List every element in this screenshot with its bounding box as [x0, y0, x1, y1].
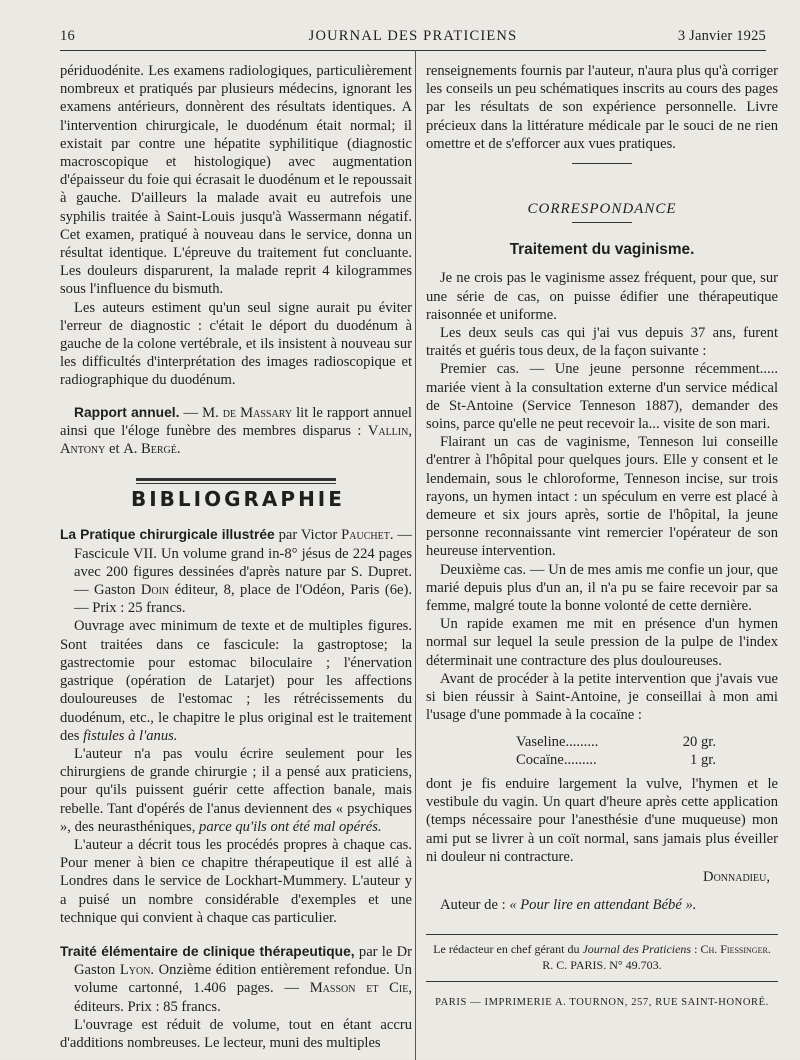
- book-entry-traite-elementaire: [60, 943, 412, 1016]
- book1-text-c: éditeur, 8, place de l'Odéon, Paris (6e). — Prix : 25 francs.: [74, 582, 412, 617]
- registry-number: R. C. PARIS. N° 49.703.: [542, 958, 662, 973]
- recipe-ingredient: Cocaïne.........: [516, 751, 597, 768]
- book-title-pratique: La Pratique chirurgicale illustrée: [60, 527, 275, 543]
- book1-review-p2-italic: parce qu'ils ont été mal opérés.: [199, 818, 382, 835]
- publisher-doin: Doin: [140, 582, 170, 599]
- book2-text-c: , éditeurs. Prix : 85 francs.: [74, 980, 413, 1015]
- author-pauchet: Pauchet.: [341, 527, 394, 544]
- book1-review-p3: L'auteur a décrit tous les procédés propres à chaque cas. Pour mener à bien ce chapitre thérapeutique il est allé à Londres dans le service de Lockhart-Mummery. L'auteur y a puisé un nombre considérable d'exemples et une technique qui convient à chaque cas particulier.: [60, 836, 412, 926]
- bibliographie-block: [131, 478, 345, 512]
- editor-journal: Journal des Praticiens: [582, 942, 692, 957]
- article-title: Traitement du vaginisme.: [509, 241, 695, 259]
- book2-review-continued: renseignements fournis par l'auteur, n'aura plus qu'à corriger les conseils un peu schématiques inscrits au cours des pages par les résultats de son expérience personnelle. Livre précieux dans la littérature médicale par le souci de ne rien omettre et de s'efforcer aux vues pratiques.: [426, 63, 778, 152]
- article-premier-cas: Premier cas. — Une jeune personne récemment..... mariée vient à la consultation externe d'un service médical de St-Antoine (Service Tenneson 1887), demander des soins, parce qu'elle ne peut recevoir la... visite de son mari.: [426, 361, 778, 433]
- article-p2: Les deux seuls cas qui j'ai vus depuis 37 ans, furent traités et guéris tous deux, de la façon suivante :: [426, 325, 778, 360]
- short-divider: [572, 163, 632, 164]
- article-deuxieme-cas: Deuxième cas. — Un de mes amis me confie un jour, que marié depuis plus d'un an, il n'a pu se faire recevoir par sa femme, malgré toute la bonne volonté de cette dernière.: [426, 561, 778, 615]
- book1-review-p1-italic: fistules à l'anus.: [83, 727, 178, 744]
- biblio-rule-top-thin: [136, 483, 336, 484]
- article-p4: Flairant un cas de vaginisme, Tenneson lui conseille d'entrer à l'hôpital pour quelques jours. Elle y consent et le lendemain, sous le chloroforme, Tenneson incise, sur trois rayons, un hymen intact : un spéculum en verre est placé à demeure et six jours après, sortie de l'hôpital, la jeune personne reconnaissante vint remercier l'opérateur de son heureuse intervention.: [426, 434, 778, 560]
- name-berge: A. Bergé.: [123, 441, 181, 458]
- book1-review-p2-text: L'auteur n'a pas voulu écrire seulement pour les chirurgiens de grande chirurgie ; il a pensé aux praticiens, pour qu'ils puissent guérir cette affection banale, mais rebelle. Tant d'opérés de l'anus deviennent des « psychiques », des neurasthéniques,: [60, 745, 412, 835]
- printer-imprint: PARIS — IMPRIMERIE A. TOURNON, 257, RUE SAINT-HONORÉ.: [435, 997, 769, 1009]
- paragraph-auteurs: Les auteurs estiment qu'un seul signe aurait pu éviter l'erreur de diagnostic : c'était le déport du duodénum à gauche de la colone vertébrale, et ils insistent à nouveau sur les difficultés d'interprétation des images radioscopique et radiographique du duodénum.: [60, 299, 412, 389]
- book2-text-b: Onzième édition entièrement refondue. Un volume cartonné, 1.406 pages. —: [74, 962, 412, 997]
- recipe-quantity: 1 gr.: [690, 751, 716, 768]
- book2-review-p1: L'ouvrage est réduit de volume, tout en étant accru d'additions nombreuses. Le lecteur, muni des multiples: [60, 1016, 412, 1051]
- paragraph-rapport-annuel: [60, 404, 412, 459]
- left-column: [60, 62, 412, 1052]
- article-p7: Avant de procéder à la petite intervention que j'avais vue si bien réussir à Saint-Antoine, je conseillai à mon ami l'usage d'une pommade à la cocaïne :: [426, 670, 778, 724]
- correspondance-underline: [572, 222, 632, 223]
- book1-review-p2: [60, 745, 412, 836]
- correspondance-heading: CORRESPONDANCE: [527, 201, 677, 218]
- footer-rule-2: [426, 981, 778, 982]
- names-vallin-antony: Vallin, Antony: [60, 422, 412, 458]
- name-de-massary: de Massary: [222, 404, 293, 421]
- recipe-row: [516, 751, 716, 769]
- journal-title: JOURNAL DES PRATICIENS: [308, 28, 518, 44]
- right-column: [426, 62, 778, 1013]
- biblio-rule-top: [136, 478, 336, 481]
- header-divider: [60, 50, 766, 51]
- editor-text-a: Le rédacteur en chef gérant du: [433, 942, 583, 957]
- editor-line: [426, 941, 778, 973]
- page-header: [60, 24, 766, 46]
- recipe-ingredient: Vaseline.........: [516, 733, 599, 750]
- column-divider: [415, 50, 416, 1060]
- author-lyon: Lyon.: [119, 962, 155, 979]
- book1-review-p1-text: Ouvrage avec minimum de texte et de multiples figures. Sont traitées dans ce fascicule: la gastroptose; la gastrectomie pour estomac biloculaire ; l'énervation gastrique (opération de Latarjet) pour les affections douloureuses de l'estomac ; les rétrécissements du duodénum, etc., le chapitre le plus original est le traitement des: [60, 618, 412, 744]
- issue-date: 3 Janvier 1925: [677, 28, 766, 44]
- rapport-text-b: lit le rapport annuel ainsi que l'éloge funèbre des membres disparus :: [60, 404, 412, 439]
- book1-text-a: par Victor: [274, 527, 342, 544]
- book-entry-pratique-chirurgicale: [60, 526, 412, 617]
- editor-name: : Ch. Fiessinger.: [691, 942, 771, 957]
- author-note-label: Auteur de :: [440, 897, 510, 914]
- rapport-text-c: et: [105, 441, 124, 458]
- book2-text-a: par le Dr Gaston: [74, 943, 413, 979]
- article-p6: Un rapide examen me mit en présence d'un hymen normal sur lequel la seule pression de la pulpe de l'index déterminait une contracture des plus douloureuses.: [426, 616, 778, 669]
- footer-rule: [426, 934, 778, 935]
- bibliographie-heading: BIBLIOGRAPHIE: [131, 487, 345, 512]
- recipe-table: [516, 733, 716, 769]
- book1-text-b: — Fascicule VII. Un volume grand in-8° jésus de 224 pages avec 200 figures dessinées d'après nature par S. Dupret. — Gaston: [74, 527, 412, 599]
- article-signature: Donnadieu,: [703, 868, 770, 885]
- publisher-masson: Masson et Cie: [309, 980, 409, 997]
- recipe-quantity: 20 gr.: [682, 733, 716, 750]
- recipe-row: [516, 733, 716, 751]
- page-number: 16: [60, 28, 75, 44]
- article-p8: dont je fis enduire largement la vulve, l'hymen et le vestibule du vagin. Un quart d'heure après cette application (temps nécessaire pour l'anesthésie d'une muqueuse) mon ami put se livrer à un coït normal, sans jamais plus éveiller ni douleur ni contracture.: [426, 775, 778, 865]
- book-title-traite: Traité élémentaire de clinique thérapeutique,: [60, 943, 355, 959]
- paragraph-periduodenite: périduodénite. Les examens radiologiques, particulièrement nombreux et pratiqués par plusieurs médecins, ignorant les examens antérieurs, donnèrent des résultats identiques. A l'intervention chirurgicale, le duodénum était normal; il existait par contre une hépatite syphilitique (diagnostic macroscopique et histologique) avec augmentation d'épaisseur du foie qui écrasait le duodénum et le repoussait à gauche. D'ailleurs la malade avait eu autrefois une syphilis traitée à Saint-Louis jusqu'à Wassermann négatif. Cet examen, pratiqué à nouveau dans le service, donna un résultat identique. L'épreuve du traitement fut concluante. Les douleurs disparurent, la malade reprit 4 kilogrammes sous l'influence du bismuth.: [60, 63, 412, 298]
- book1-review-p1: [60, 617, 412, 744]
- author-note-work: « Pour lire en attendant Bébé ».: [509, 897, 697, 914]
- rapport-text-a: — M.: [179, 404, 223, 421]
- article-p1: Je ne crois pas le vaginisme assez fréquent, pour que, sur une série de cas, on puisse édifier une thérapeutique raisonnée et uniforme.: [426, 270, 778, 323]
- author-note: [426, 896, 778, 914]
- rapport-annuel-lead: Rapport annuel.: [74, 404, 180, 420]
